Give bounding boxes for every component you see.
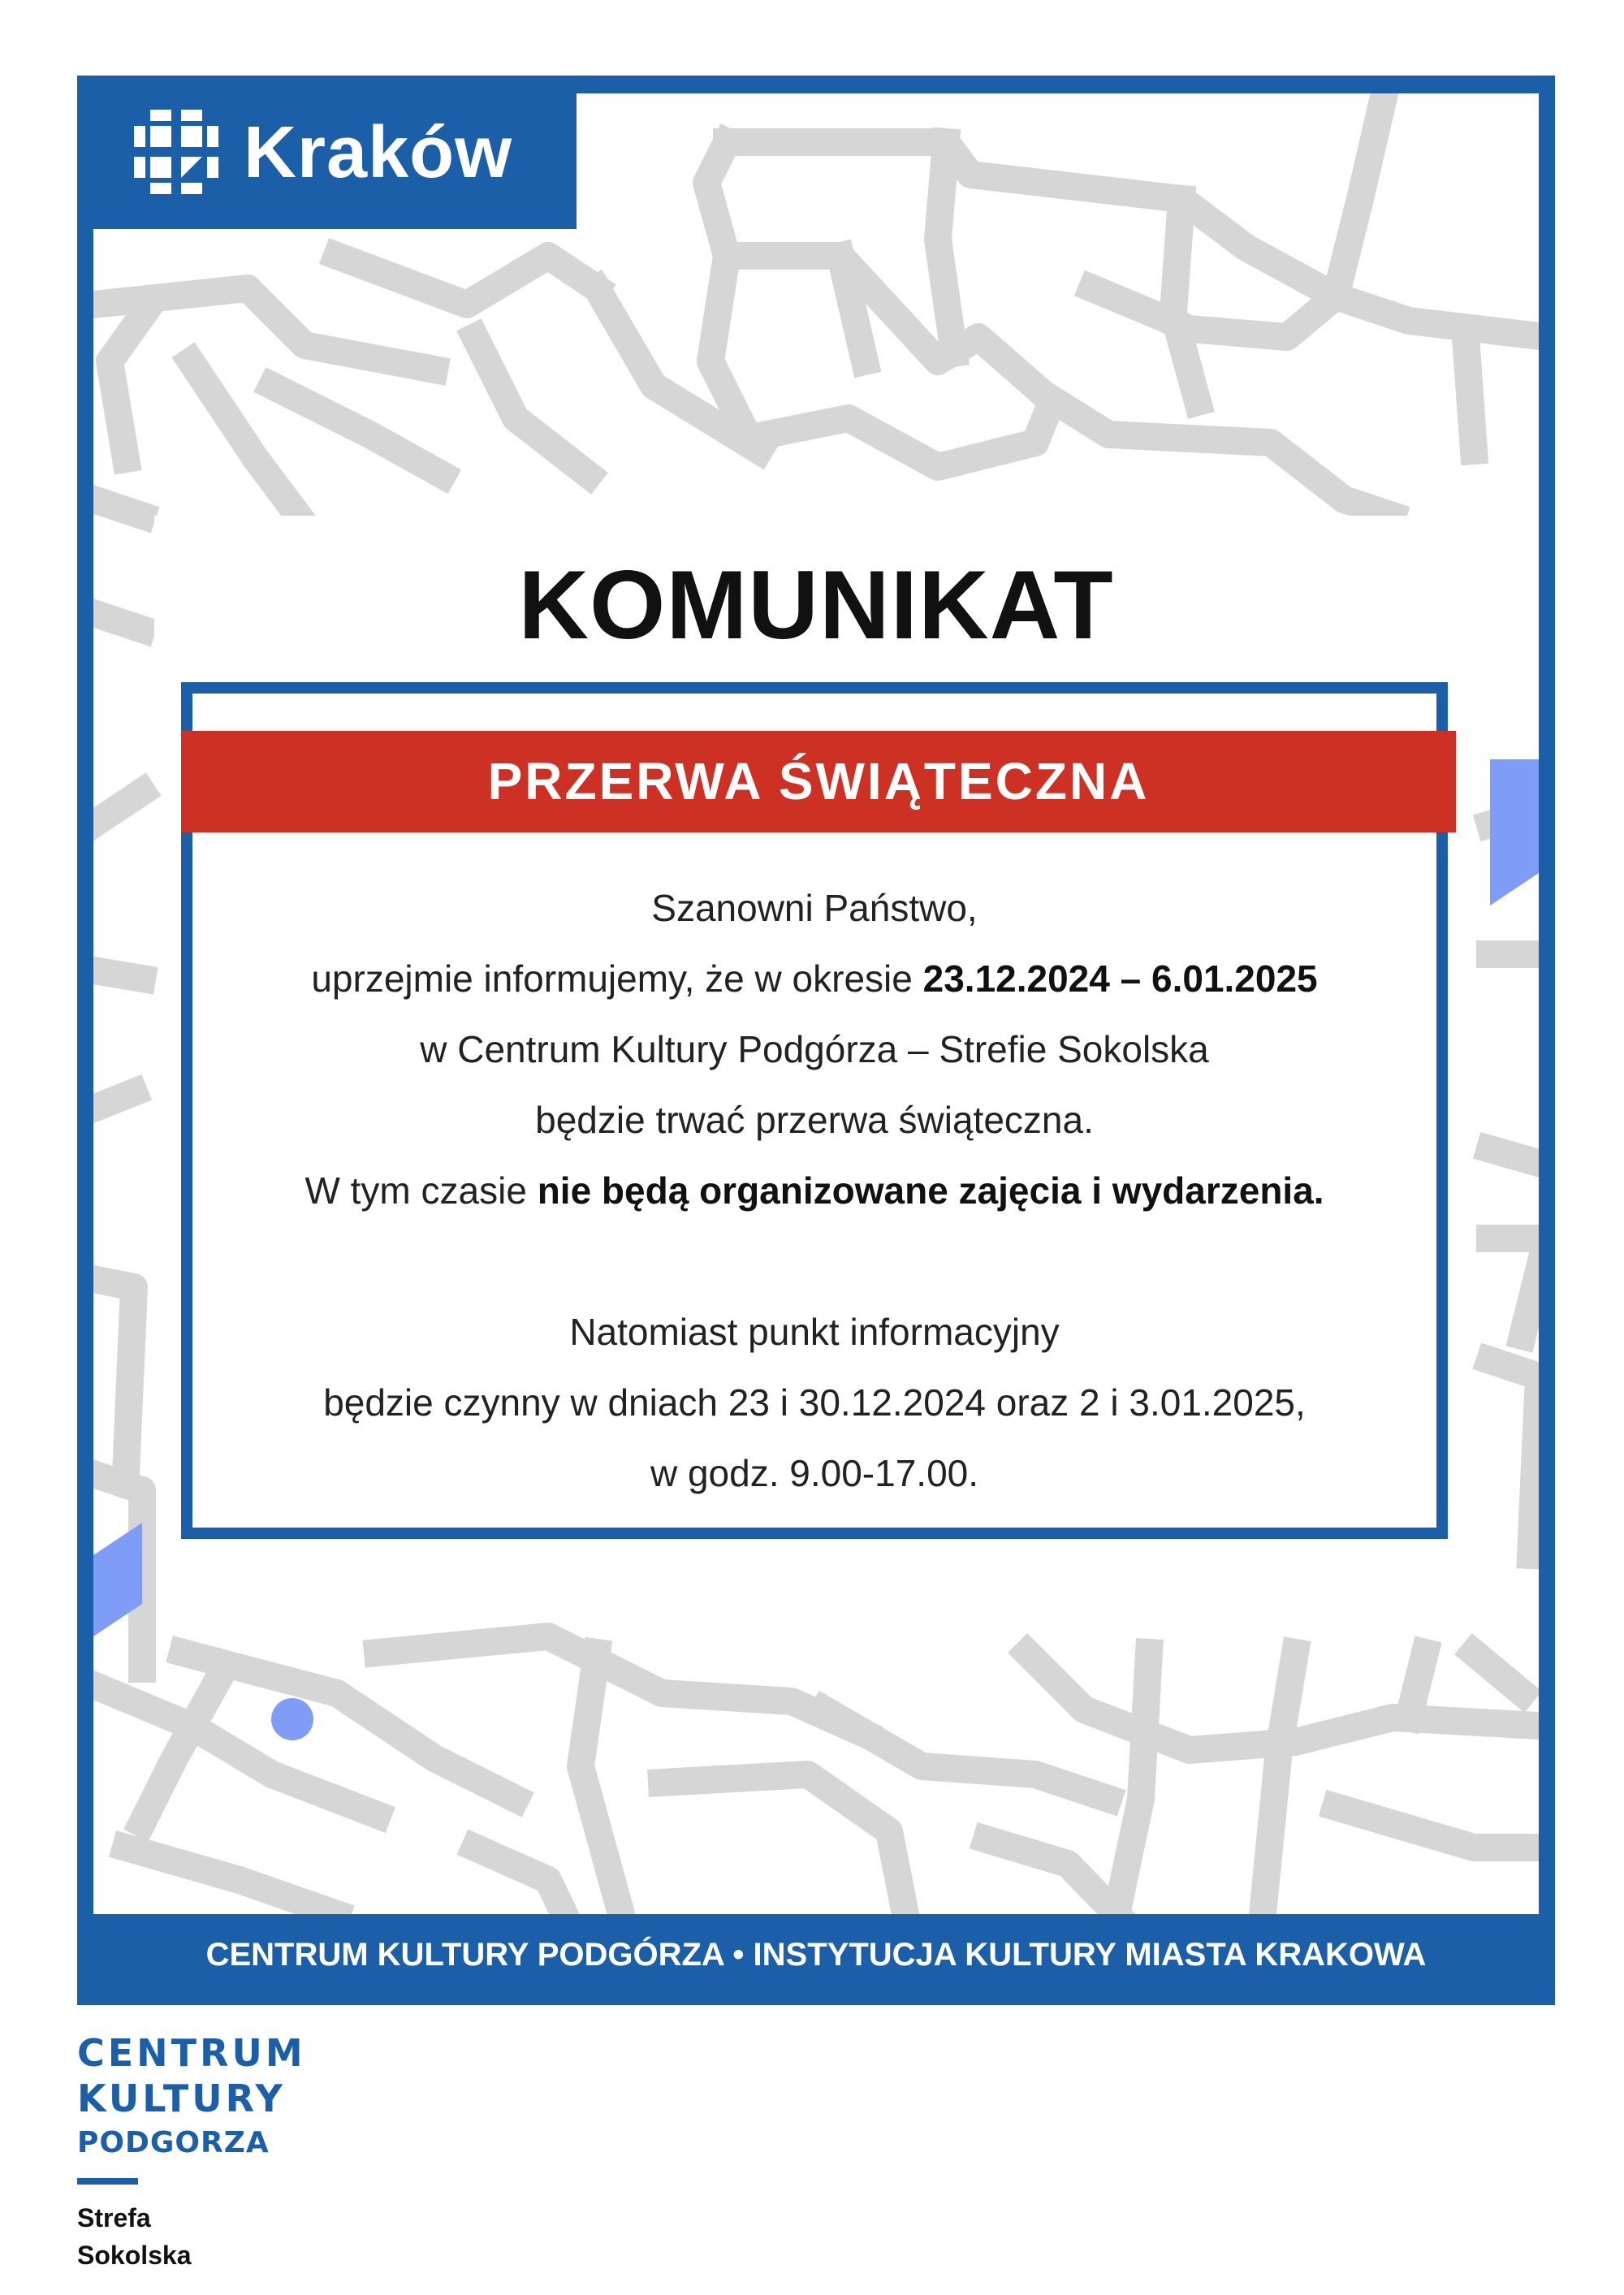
krakow-mark-icon <box>134 110 218 194</box>
notice-line-break: będzie trwać przerwa świąteczna. <box>535 1099 1094 1141</box>
notice-body <box>181 873 1448 1509</box>
institution-logo-line1: CENTRUM <box>77 2031 306 2075</box>
krakow-logo <box>93 93 577 229</box>
notice-events-prefix: W tym czasie <box>304 1169 538 1212</box>
logo-divider <box>77 2178 138 2185</box>
poster-frame <box>77 76 1555 2005</box>
notice-line-info-point: Natomiast punkt informacyjny <box>569 1311 1060 1353</box>
poster-body <box>93 93 1539 1914</box>
notice-line-events <box>181 1156 1448 1226</box>
notice-banner: PRZERWA ŚWIĄTECZNA <box>181 731 1456 832</box>
institution-logo-line3: PODGORZA <box>77 2126 270 2159</box>
institution-sub1: Strefa <box>77 2203 151 2232</box>
notice-period-dates: 23.12.2024 – 6.01.2025 <box>922 957 1318 1000</box>
notice-period-prefix: uprzejmie informujemy, że w okresie <box>311 957 923 1000</box>
paragraph-gap <box>181 1226 1448 1297</box>
notice-line-period <box>181 944 1448 1014</box>
notice-line-info-hours: w godz. 9.00-17.00. <box>650 1452 979 1494</box>
notice-line-location: w Centrum Kultury Podgórza – Strefie Sokolska <box>420 1028 1209 1070</box>
institution-sub2: Sokolska <box>77 2241 192 2270</box>
footer-text: CENTRUM KULTURY PODGÓRZA • INSTYTUCJA KULTURY MIASTA KRAKOWA <box>205 1937 1427 1973</box>
institution-logo <box>77 2030 402 2274</box>
krakow-logo-text: Kraków <box>244 112 513 193</box>
page-title: KOMUNIKAT <box>518 551 1114 659</box>
notice-line-info-days: będzie czynny w dniach 23 i 30.12.2024 oraz 2 i 3.01.2025, <box>323 1381 1306 1424</box>
notice-events-bold: nie będą organizowane zajęcia i wydarzenia. <box>537 1169 1324 1212</box>
notice-greeting: Szanowni Państwo, <box>651 887 978 929</box>
institution-logo-line2: KULTURY <box>77 2077 286 2120</box>
